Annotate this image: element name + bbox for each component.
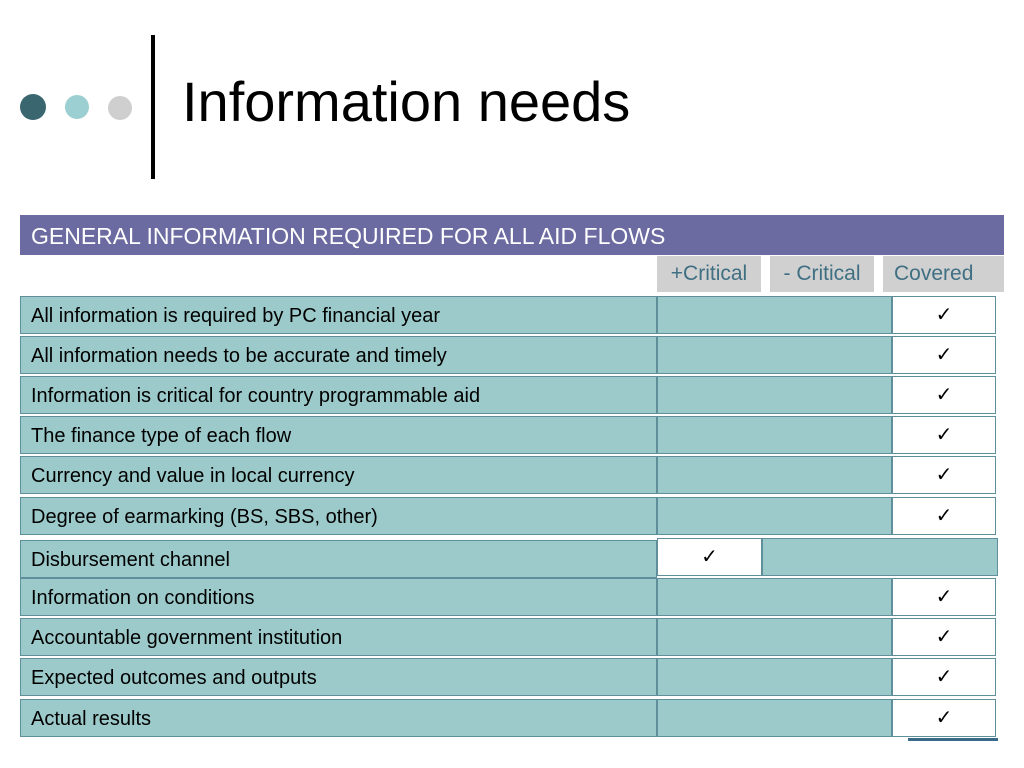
covered-cell	[892, 296, 996, 334]
row-label: Expected outcomes and outputs	[20, 658, 657, 696]
row-label: Information on conditions	[20, 578, 657, 616]
row-label: All information is required by PC financial year	[20, 296, 657, 334]
covered-cell	[892, 699, 996, 737]
check-icon: ✓	[935, 422, 953, 446]
table-row	[20, 699, 998, 737]
check-icon: ✓	[935, 624, 953, 648]
critical-cells	[657, 376, 892, 414]
table-row	[20, 456, 998, 494]
critical-cells	[657, 699, 892, 737]
check-icon: ✓	[701, 544, 718, 568]
check-icon: ✓	[935, 705, 953, 729]
critical-cells	[657, 416, 892, 454]
row-label: Degree of earmarking (BS, SBS, other)	[20, 497, 657, 535]
row-label: Currency and value in local currency	[20, 456, 657, 494]
page-title: Information needs	[182, 70, 631, 133]
column-header-critical-plus: +Critical	[657, 256, 761, 292]
column-header-critical-minus: - Critical	[770, 256, 874, 292]
critical-plus-cell	[657, 538, 762, 576]
title-divider	[151, 35, 155, 179]
critical-cells	[657, 618, 892, 656]
table-row	[20, 296, 998, 334]
critical-cells	[657, 336, 892, 374]
check-icon: ✓	[935, 382, 953, 406]
row-label: Accountable government institution	[20, 618, 657, 656]
check-icon: ✓	[935, 342, 953, 366]
table-row	[20, 376, 998, 414]
other-cells	[762, 538, 998, 576]
check-icon: ✓	[935, 462, 953, 486]
row-label: All information needs to be accurate and timely	[20, 336, 657, 374]
critical-cells	[657, 658, 892, 696]
check-icon: ✓	[935, 584, 953, 608]
covered-cell	[892, 456, 996, 494]
table-banner: GENERAL INFORMATION REQUIRED FOR ALL AID FLOWS	[20, 215, 1004, 255]
table-row	[20, 416, 998, 454]
row-label: Disbursement channel	[20, 540, 657, 578]
covered-cell	[892, 658, 996, 696]
covered-cell	[892, 336, 996, 374]
check-icon: ✓	[935, 302, 953, 326]
covered-cell	[892, 497, 996, 535]
table-row	[20, 336, 998, 374]
table-row	[20, 578, 998, 616]
row-label: Actual results	[20, 699, 657, 737]
table-shadow	[908, 738, 998, 741]
column-header-covered: Covered	[883, 256, 1004, 292]
row-label: The finance type of each flow	[20, 416, 657, 454]
critical-cells	[657, 456, 892, 494]
bullet-dot-teal	[65, 95, 89, 119]
covered-cell	[892, 416, 996, 454]
check-icon: ✓	[935, 503, 953, 527]
row-label: Information is critical for country programmable aid	[20, 376, 657, 414]
covered-cell	[892, 578, 996, 616]
table-row	[20, 538, 998, 576]
covered-cell	[892, 376, 996, 414]
table-row	[20, 658, 998, 696]
covered-cell	[892, 618, 996, 656]
table-row	[20, 618, 998, 656]
table-row	[20, 497, 998, 535]
critical-cells	[657, 578, 892, 616]
critical-cells	[657, 296, 892, 334]
critical-cells	[657, 497, 892, 535]
bullet-dot-grey	[108, 96, 132, 120]
bullet-dot-dark	[20, 94, 46, 120]
check-icon: ✓	[935, 664, 953, 688]
